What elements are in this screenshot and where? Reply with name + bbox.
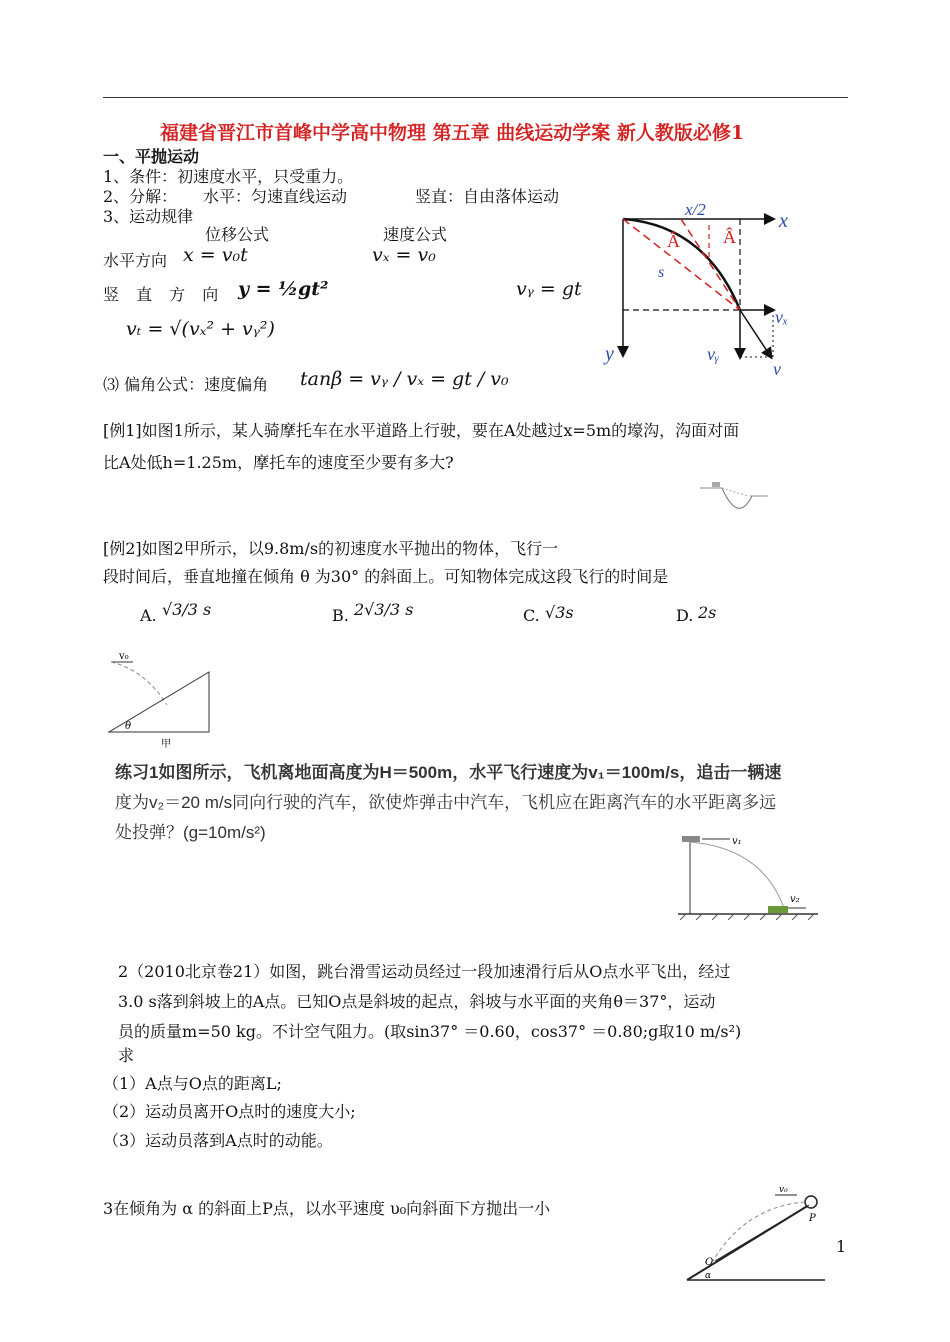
label-vx: vₓ — [775, 307, 789, 327]
option-a-value: √3/3 s — [162, 600, 212, 619]
label-y: y — [605, 343, 614, 365]
eq-tan: tanβ = vᵧ / vₓ = gt / v₀ — [300, 368, 509, 390]
page-number: 1 — [836, 1237, 847, 1256]
example1-line1: [例1]如图1所示，某人骑摩托车在水平道路上行驶，要在A处越过x=5m的壕沟，沟面对面 — [103, 421, 740, 440]
header-rule — [103, 97, 848, 98]
option-d-value: 2s — [698, 603, 717, 622]
vertical-row-label: 竖 直 方 向 — [103, 285, 225, 304]
v-arrow — [740, 310, 771, 357]
car-v2-label: v₂ — [790, 894, 800, 905]
practice1-line1: 练习1如图所示，飞机离地面高度为H＝500m，水平飞行速度为v₁＝100m/s，追击一辆速 — [115, 763, 782, 782]
slope-p-label: P — [809, 1213, 816, 1224]
decompose-vertical: 竖直：自由落体运动 — [415, 187, 560, 206]
incline-figure — [105, 650, 225, 750]
option-c-label: C. — [523, 606, 540, 625]
label-vy: vᵧ — [707, 344, 720, 364]
label-angle-1: Â — [667, 231, 680, 251]
incline-caption: 甲 — [161, 739, 171, 750]
label-angle-2: Â — [723, 227, 736, 247]
label-x: x — [779, 210, 788, 232]
option-c-value: √3s — [545, 603, 574, 622]
motorcycle-ditch-figure — [700, 474, 770, 522]
decompose-label: 2、分解： — [103, 187, 178, 206]
eq-y: y = ½gt² — [238, 278, 329, 300]
label-s: s — [658, 264, 665, 281]
eq-x: x = v₀t — [183, 244, 248, 266]
label-x-half: x/2 — [685, 200, 706, 219]
plane-car-figure — [672, 830, 822, 920]
plane-v1-label: v₁ — [732, 836, 742, 847]
slope-v0-label: v₀ — [779, 1185, 788, 1195]
option-d-label: D. — [676, 606, 694, 625]
practice2-line3: 员的质量m=50 kg。不计空气阻力。(取sin37° ＝0.60，cos37° ＝0.80;g取10 m/s²) — [118, 1022, 742, 1041]
example2-line2: 段时间后，垂直地撞在倾角 θ 为30° 的斜面上。可知物体完成这段飞行的时间是 — [103, 567, 669, 586]
displacement-header: 位移公式 — [205, 225, 270, 244]
horizontal-row-label: 水平方向 — [103, 251, 168, 270]
page-title: 福建省晋江市首峰中学高中物理 第五章 曲线运动学案 新人教版必修1 — [160, 122, 745, 144]
incline-v0-label: v₀ — [119, 651, 129, 662]
incline-theta-label: θ — [125, 721, 132, 732]
motion-rule-label: 3、运动规律 — [103, 207, 194, 226]
option-b-label: B. — [332, 606, 349, 625]
example2-line1: [例2]如图2甲所示，以9.8m/s的初速度水平抛出的物体，飞行一 — [103, 539, 559, 558]
practice2-question3: （3）运动员落到A点时的动能。 — [103, 1131, 333, 1150]
eq-vx: vₓ = v₀ — [372, 244, 436, 266]
angle-formula-label: ⑶ 偏角公式：速度偏角 — [103, 375, 269, 394]
slope-alpha-label: α — [705, 1271, 712, 1281]
option-a-label: A. — [140, 606, 157, 625]
practice3-line1: 3在倾角为 α 的斜面上P点，以水平速度 υ₀向斜面下方抛出一小 — [103, 1199, 551, 1218]
eq-vy: vᵧ = gt — [516, 278, 582, 300]
practice1-line3: 处投弹？(g=10m/s²) — [115, 823, 266, 842]
option-b-value: 2√3/3 s — [354, 600, 414, 619]
section-heading: 一、平抛运动 — [103, 147, 200, 166]
practice2-question1: （1）A点与O点的距离L; — [103, 1074, 282, 1093]
condition-line: 1、条件：初速度水平，只受重力。 — [103, 167, 354, 186]
label-v: v — [773, 359, 781, 379]
practice1-line2: 度为v₂＝20 m/s同向行驶的汽车，欲使炸弹击中汽车，飞机应在距离汽车的水平距离多远 — [115, 793, 777, 812]
slope-figure — [685, 1185, 835, 1285]
example1-line2: 比A处低h=1.25m，摩托车的速度至少要有多大? — [103, 453, 454, 472]
practice2-line4: 求 — [118, 1046, 135, 1065]
slope-o-label: O — [705, 1257, 714, 1268]
decompose-horizontal: 水平：匀速直线运动 — [203, 187, 348, 206]
eq-vt: vₜ = √(vₓ² + vᵧ²) — [126, 318, 275, 340]
practice2-question2: （2）运动员离开O点时的速度大小; — [103, 1102, 356, 1121]
projectile-diagram — [595, 195, 805, 385]
practice2-line1: 2（2010北京卷21）如图，跳台滑雪运动员经过一段加速滑行后从O点水平飞出，经过 — [118, 962, 731, 981]
velocity-header: 速度公式 — [383, 225, 448, 244]
practice2-line2: 3.0 s落到斜坡上的A点。已知O点是斜坡的起点，斜坡与水平面的夹角θ＝37°，运动 — [118, 992, 716, 1011]
